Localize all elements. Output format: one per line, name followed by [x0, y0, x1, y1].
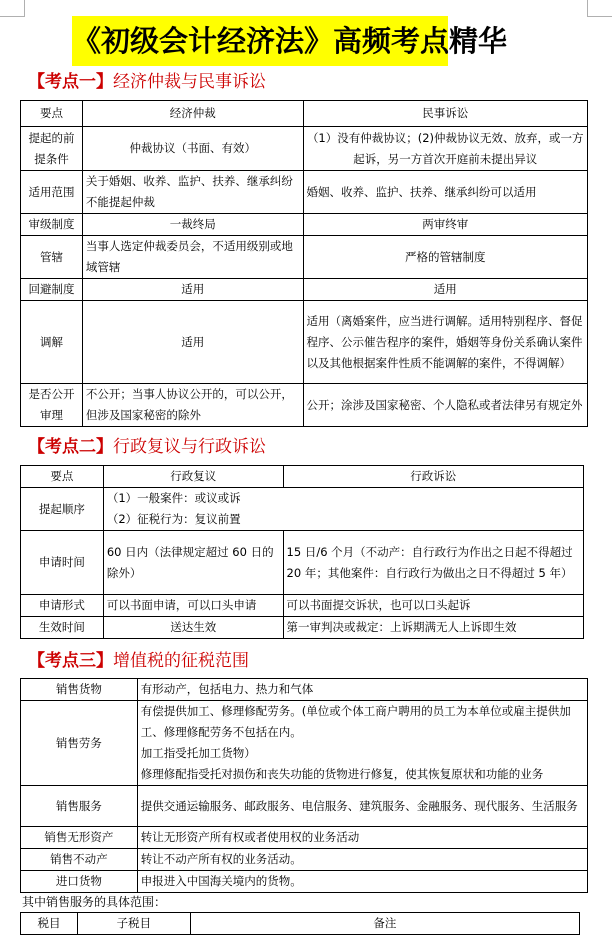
header-cell: 税目 — [21, 913, 78, 935]
row-key: 提起的前提条件 — [21, 127, 83, 171]
row-key: 销售劳务 — [21, 701, 138, 786]
section-bracket-label: 【考点二】 — [28, 437, 113, 457]
row-key: 提起顺序 — [21, 488, 104, 531]
section-heading-2 — [28, 432, 266, 457]
header-cell: 子税目 — [77, 913, 190, 935]
table-row — [21, 384, 588, 427]
litigation-cell: 15 日/6 个月（不动产：自行政行为作出之日起不得超过 20 年；其他案件：自行政行为做出之日不得超过 5 年） — [283, 531, 583, 595]
table-row — [21, 871, 588, 893]
row-value — [137, 679, 587, 701]
row-key: 是否公开审理 — [21, 384, 83, 427]
value-line: 转让无形资产所有权或者使用权的业务活动 — [140, 830, 360, 844]
table-row — [21, 827, 588, 849]
row-value — [137, 849, 587, 871]
header-cell: 民事诉讼 — [303, 101, 588, 127]
litigation-cell: 可以书面提交诉状，也可以口头起诉 — [283, 595, 583, 617]
table-row — [21, 214, 588, 236]
table-row — [21, 531, 584, 595]
row-value — [137, 786, 587, 827]
litigation-cell: 第一审判决或裁定：上诉期满无人上诉即生效 — [283, 617, 583, 639]
arbitration-cell: 当事人选定仲裁委员会，不适用级别或地域管辖 — [82, 236, 303, 279]
header-cell: 经济仲裁 — [82, 101, 303, 127]
value-line: 有偿提供加工、修理修配劳务。(单位或个体工商户聘用的员工为本单位或雇主提供加工、修理修配劳务不包括在内。 — [140, 704, 571, 739]
table-header-row — [21, 101, 588, 127]
value-line: 转让不动产所有权的业务活动。 — [140, 852, 302, 866]
row-value — [137, 827, 587, 849]
litigation-cell: 两审终审 — [303, 214, 588, 236]
table-arbitration-vs-litigation — [20, 100, 588, 427]
table-row — [21, 236, 588, 279]
table-row — [21, 617, 584, 639]
row-key: 管辖 — [21, 236, 83, 279]
arbitration-cell: 适用 — [82, 279, 303, 301]
review-cell: 可以书面申请，可以口头申请 — [103, 595, 283, 617]
table-row — [21, 701, 588, 786]
row-value — [137, 701, 587, 786]
litigation-cell: （1）没有仲裁协议；(2)仲裁协议无效、放弃，或一方起诉，另一方首次开庭前未提出异议 — [303, 127, 588, 171]
row-key: 回避制度 — [21, 279, 83, 301]
header-cell: 备注 — [190, 913, 579, 935]
arbitration-cell: 适用 — [82, 301, 303, 384]
order-line: （2）征税行为：复议前置 — [106, 512, 241, 526]
row-key: 进口货物 — [21, 871, 138, 893]
header-cell: 要点 — [21, 466, 104, 488]
row-key: 申请形式 — [21, 595, 104, 617]
header-cell: 要点 — [21, 101, 83, 127]
litigation-cell: 适用（离婚案件，应当进行调解。适用特别程序、督促程序、公示催告程序的案件，婚姻等身份关系确认案件以及其他根据案件性质不能调解的案件，不得调解） — [303, 301, 588, 384]
table-header-row — [21, 913, 580, 935]
table-row — [21, 488, 584, 531]
section-title: 增值税的征税范围 — [113, 651, 249, 671]
row-key: 审级制度 — [21, 214, 83, 236]
row-key: 适用范围 — [21, 171, 83, 214]
review-cell: 60 日内（法律规定超过 60 日的除外） — [103, 531, 283, 595]
value-line: 修理修配指受托对损伤和丧失功能的货物进行修复，使其恢复原状和功能的业务 — [140, 767, 544, 781]
arbitration-cell: 不公开；当事人协议公开的，可以公开，但涉及国家秘密的除外 — [82, 384, 303, 427]
table-row — [21, 679, 588, 701]
table-row — [21, 279, 588, 301]
table-row — [21, 127, 588, 171]
page-corner-mark — [587, 0, 612, 17]
arbitration-cell: 一裁终局 — [82, 214, 303, 236]
litigation-cell: 适用 — [303, 279, 588, 301]
arbitration-cell: 仲裁协议（书面、有效） — [82, 127, 303, 171]
litigation-cell: 婚姻、收养、监护、扶养、继承纠纷可以适用 — [303, 171, 588, 214]
table-row — [21, 786, 588, 827]
row-key: 申请时间 — [21, 531, 104, 595]
section-heading-1 — [28, 67, 266, 92]
table-admin-review-vs-litigation — [20, 465, 584, 639]
section-title: 行政复议与行政诉讼 — [113, 437, 266, 457]
litigation-cell: 严格的管辖制度 — [303, 236, 588, 279]
header-cell: 行政诉讼 — [283, 466, 583, 488]
service-scope-note: 其中销售服务的具体范围： — [22, 895, 167, 909]
table-header-row — [21, 466, 584, 488]
table-row — [21, 171, 588, 214]
row-value — [137, 871, 587, 893]
row-key: 调解 — [21, 301, 83, 384]
litigation-cell: 公开；涂涉及国家秘密、个人隐私或者法律另有规定外 — [303, 384, 588, 427]
section-bracket-label: 【考点一】 — [28, 72, 113, 92]
table-service-items — [20, 912, 580, 935]
arbitration-cell: 关于婚姻、收养、监护、扶养、继承纠纷不能提起仲裁 — [82, 171, 303, 214]
row-key: 销售无形资产 — [21, 827, 138, 849]
order-line: （1）一般案件：或议或诉 — [106, 491, 241, 505]
table-row — [21, 595, 584, 617]
review-cell: 送达生效 — [103, 617, 283, 639]
value-line: 有形动产，包括电力、热力和气体 — [140, 682, 314, 696]
section-heading-3 — [28, 646, 249, 671]
merged-cell — [103, 488, 583, 531]
table-row — [21, 849, 588, 871]
table-row — [21, 301, 588, 384]
row-key: 销售服务 — [21, 786, 138, 827]
value-line: 申报进入中国海关境内的货物。 — [140, 874, 302, 888]
row-key: 销售不动产 — [21, 849, 138, 871]
section-bracket-label: 【考点三】 — [28, 651, 113, 671]
header-cell: 行政复议 — [103, 466, 283, 488]
table-vat-scope — [20, 678, 588, 893]
row-key: 生效时间 — [21, 617, 104, 639]
value-line: 加工指受托加工货物） — [140, 746, 256, 760]
section-title: 经济仲裁与民事诉讼 — [113, 72, 266, 92]
page-corner-mark — [0, 0, 25, 17]
document-title: 《初级会计经济法》高频考点精华 — [72, 16, 448, 66]
row-key: 销售货物 — [21, 679, 138, 701]
value-line: 提供交通运输服务、邮政服务、电信服务、建筑服务、金融服务、现代服务、生活服务 — [140, 798, 578, 813]
